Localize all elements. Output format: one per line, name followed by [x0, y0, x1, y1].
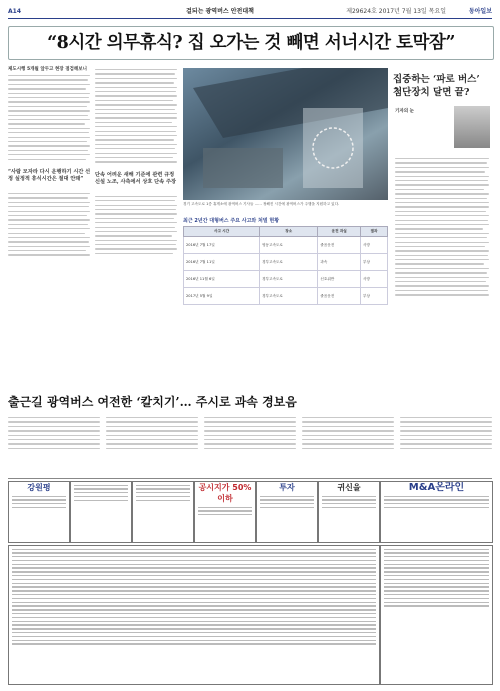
headline: “8시간 의무휴식? 집 오가는 것 빼면 서너시간 토막잠” — [8, 26, 494, 60]
ad-box — [70, 481, 132, 543]
ad-title: 강원평 — [27, 483, 51, 492]
issue-date: 제29624호 2017년 7월 13일 목요일 — [346, 8, 446, 15]
table-header: 사고 시간 — [184, 227, 260, 237]
news-photo — [183, 68, 388, 200]
page-header — [8, 6, 492, 19]
section-2-headline: 출근길 광역버스 여전한 ‘칼치기’… 주시로 과속 경보음 — [8, 395, 297, 409]
section-2-body — [8, 414, 492, 474]
table-cell: 영동고속도로 — [260, 237, 318, 254]
ad-box — [194, 481, 256, 543]
subhead-1: “사람 모자라 다시 운행하기 시간 선정 실정적 휴식시간은 절대 안돼” — [8, 168, 91, 183]
body-text — [8, 72, 91, 163]
table-header: 결과 — [361, 227, 388, 237]
table-cell: 경부고속도로 — [260, 271, 318, 288]
table-cell: 2016년 7월 11일 — [184, 254, 260, 271]
photo-caption: 경기 고속도로 1층 휴게소에 광역버스 기사들 …… 정해진 시간에 광역버스가 주행을 지원하고 있다. — [183, 202, 340, 206]
body-text — [95, 193, 178, 258]
table-cell: 부상 — [361, 288, 388, 305]
ad-title: 투자 — [279, 483, 295, 492]
table-cell: 2017년 5월 9일 — [184, 288, 260, 305]
table-cell: 2016년 7월 17일 — [184, 237, 260, 254]
table-cell: 과속 — [318, 254, 361, 271]
classified-ads — [8, 478, 492, 686]
page-number: A14 — [8, 8, 21, 15]
table-cell: 경부고속도로 — [260, 288, 318, 305]
column-body — [395, 155, 490, 385]
newspaper-logo: 동아일보 — [468, 8, 492, 15]
table-title: 최근 2년간 대형버스 주요 사고와 처벌 현황 — [183, 218, 280, 224]
table-header: 운전 과실 — [318, 227, 361, 237]
subhead-2: 단속 어려운 새해 기준에 관련 규정 신설 노조, 사측에서 상호 단속 주장 — [95, 171, 176, 186]
table-row — [184, 288, 388, 305]
table-cell: 졸음운전 — [318, 237, 361, 254]
article-col-2 — [95, 66, 178, 386]
article-col-1 — [8, 66, 91, 386]
ad-box — [380, 545, 493, 685]
ad-title: 공시지가 50%이하 — [198, 483, 252, 503]
table-cell: 부상 — [361, 254, 388, 271]
ad-title: 귀신을 — [337, 483, 361, 492]
table-cell: 사망 — [361, 271, 388, 288]
ad-box — [8, 481, 70, 543]
accident-table — [183, 226, 388, 305]
ad-block-grid — [8, 545, 380, 685]
section-label: 걸되는 광역버스 안전대책 — [186, 8, 254, 15]
ad-box — [318, 481, 380, 543]
table-cell: 신호위반 — [318, 271, 361, 288]
byline: 제도시행 5개월 앞두고 현장 점검해보니 — [8, 67, 87, 72]
table-row — [184, 237, 388, 254]
table-cell: 2016년 11월 6일 — [184, 271, 260, 288]
table-cell: 사망 — [361, 237, 388, 254]
table-cell: 경부고속도로 — [260, 254, 318, 271]
table-header: 장소 — [260, 227, 318, 237]
column-author: 기자의 눈 — [395, 109, 414, 114]
photo-illustration — [183, 68, 388, 200]
ad-box — [380, 481, 493, 543]
table-cell: 졸음운전 — [318, 288, 361, 305]
body-text — [95, 66, 178, 166]
body-text — [8, 190, 91, 259]
table-row — [184, 254, 388, 271]
column-title: 집중하는 ‘파로 버스’ 첨단장치 달면 끝? — [393, 74, 480, 98]
author-photo — [454, 106, 490, 148]
ad-box — [256, 481, 318, 543]
ad-title: M&A온라인 — [408, 482, 465, 493]
table-row — [184, 271, 388, 288]
ad-box — [132, 481, 194, 543]
